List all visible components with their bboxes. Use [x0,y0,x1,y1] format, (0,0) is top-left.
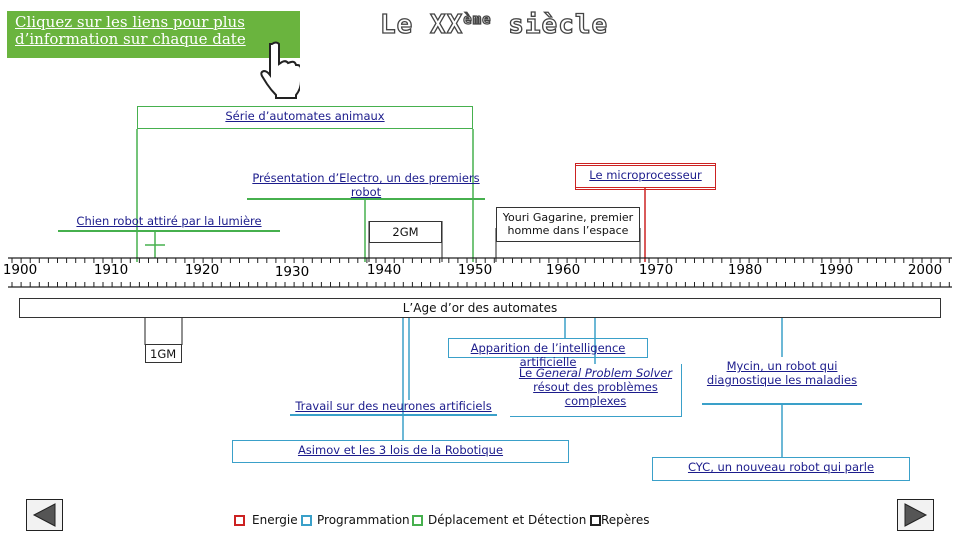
event-asimov[interactable]: Asimov et les 3 lois de la Robotique [232,440,569,463]
legend-swatch [301,515,312,526]
decade-label: 1920 [184,262,220,278]
next-button[interactable] [897,499,934,531]
event-gagarine: Youri Gagarine, premier homme dans l’espace [496,207,640,242]
decade-label: 1950 [457,262,493,278]
decade-label: 1980 [727,262,763,278]
event-automates-animaux[interactable]: Série d’automates animaux [137,106,473,129]
legend-label: Energie [252,513,298,527]
legend-swatch [412,515,423,526]
legend-label: Repères [601,513,650,527]
legend-label: Déplacement et Détection [428,513,587,527]
page-title: Le XXème siècle [380,10,609,40]
event-1gm: 1GM [145,344,182,363]
legend-swatch [234,515,245,526]
event-electro[interactable]: Présentation d’Electro, un des premiers robot [247,170,485,200]
decade-label: 1940 [366,262,402,278]
age-d-or-bar: L’Age d’or des automates [19,298,941,318]
decade-label: 2000 [907,262,943,278]
decade-label: 1930 [274,264,310,280]
previous-button[interactable] [26,499,63,531]
legend-label: Programmation [317,513,410,527]
decade-label: 1960 [545,262,581,278]
event-2gm: 2GM [369,221,442,243]
event-general-problem-solver[interactable]: Le General Problem Solver résout des problèmes complexes [510,364,682,417]
triangle-right-icon [898,500,933,530]
hint-banner[interactable]: Cliquez sur les liens pour plus d’information sur chaque date [7,11,300,58]
decade-label: 1970 [638,262,674,278]
event-mycin[interactable]: Mycin, un robot qui diagnostique les maladies [702,357,862,405]
triangle-left-icon [27,500,62,530]
decade-label: 1990 [818,262,854,278]
event-chien-robot[interactable]: Chien robot attiré par la lumière [58,214,280,232]
event-cyc[interactable]: CYC, un nouveau robot qui parle [652,457,910,481]
legend-swatch [590,515,601,526]
event-microprocesseur[interactable]: Le microprocesseur [575,163,716,188]
event-intelligence-artificielle[interactable]: Apparition de l’intelligence artificielle [448,338,648,358]
decade-label: 1910 [93,262,129,278]
decade-label: 1900 [2,262,38,278]
event-neurones-artificiels[interactable]: Travail sur des neurones artificiels [290,398,497,416]
